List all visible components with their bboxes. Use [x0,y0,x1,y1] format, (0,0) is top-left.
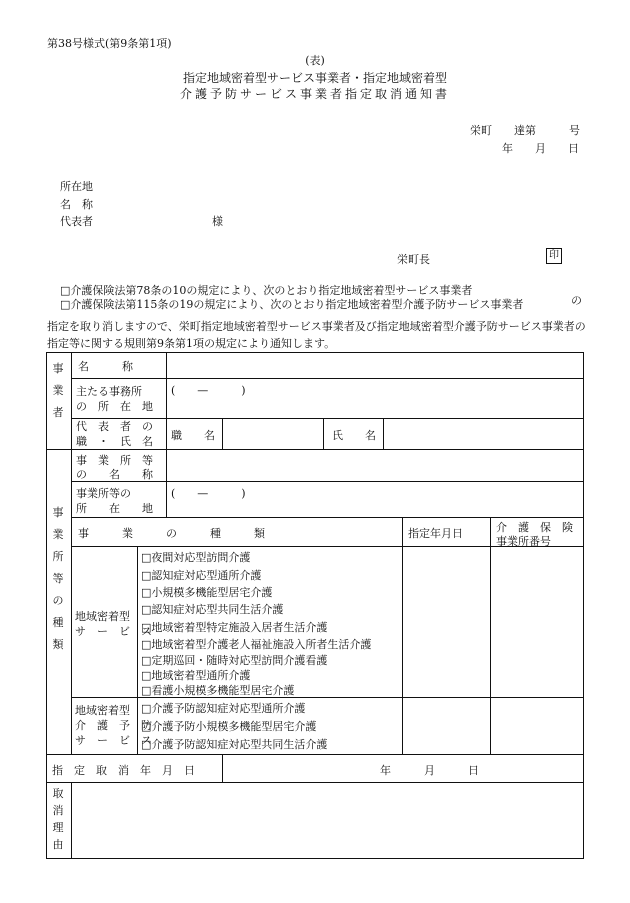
person-name-label: 氏 名 [332,429,376,442]
notice-check-1[interactable]: □介護保険法第78条の10の規定により、次のとおり指定地域密着型サービス事業者 [60,284,473,297]
col-service-type: 事 業 の 種 類 [78,527,265,540]
reason-label: 取消理由 [52,787,64,851]
office-address-phone[interactable]: ( — ) [171,384,246,397]
group1-service-1[interactable]: □夜間対応型訪問介護 [141,551,251,564]
group1-service-7[interactable]: □定期巡回・随時対応型訪問介護看護 [141,654,328,667]
group2-service-3[interactable]: □介護予防認知症対応型共同生活介護 [141,738,328,751]
rep-label-1: 代 表 者 の [76,420,153,433]
group2-service-1[interactable]: □介護予防認知症対応型通所介護 [141,702,306,715]
name-label: 名 称 [60,197,93,211]
group1-service-5[interactable]: □地域密着型特定施設入居者生活介護 [141,621,328,634]
office-loc-phone[interactable]: ( — ) [171,487,246,500]
recipient-block [60,178,93,231]
office-address-label-2: の 所 在 地 [76,400,153,413]
address-label: 所在地 [60,180,93,193]
group2-service-2[interactable]: □介護予防小規模多機能型居宅介護 [141,720,317,733]
office-section-label: 事業所等の種類 [52,506,64,651]
office-name-label-1: 事 業 所 等 [76,454,153,467]
col-insurance-no-1: 介 護 保 険 [496,521,573,534]
group1-service-8[interactable]: □地域密着型通所介護 [141,669,251,682]
notice-check-2[interactable]: □介護保険法第115条の19の規定により、次のとおり指定地域密着型介護予防サービス事業者 [60,298,524,311]
mayor-label: 栄町長 [397,253,430,266]
col-designation-date: 指定年月日 [408,527,463,540]
notice-checks [60,284,523,312]
cancel-date-value[interactable]: 年 月 日 [380,764,479,777]
title-line-2: 介護予防サービス事業者指定取消通知書 [179,87,450,101]
office-loc-label-1: 事業所等の [76,487,131,500]
group1-label-1: 地域密着型 [75,610,130,623]
group1-service-6[interactable]: □地域密着型介護老人福祉施設入所者生活介護 [141,638,372,651]
jigyosha-label: 事業者 [52,362,64,419]
notice-no: の [571,294,582,307]
group1-service-9[interactable]: □看護小規模多機能型居宅介護 [141,684,295,697]
col-insurance-no-2: 事業所番号 [496,535,551,548]
form-number: 第38号様式(第9条第1項) [47,37,172,50]
position-label: 職 名 [171,429,215,442]
seal-mark: 印 [546,248,562,264]
sama-label: 様 [212,215,223,228]
group1-service-3[interactable]: □小規模多機能型居宅介護 [141,586,273,599]
group2-label-2: 介 護 予 防 [75,719,152,732]
reason-field[interactable] [73,784,582,856]
issue-date: 年 月 日 [502,142,579,155]
front-label: (表) [305,54,325,67]
rep-label-2: 職 ・ 氏 名 [76,435,153,448]
title-line-1: 指定地域密着型サービス事業者・指定地域密着型 [182,71,447,85]
cancel-date-label: 指 定 取 消 年 月 日 [52,764,195,777]
group1-service-4[interactable]: □認知症対応型共同生活介護 [141,603,284,616]
group1-label-2: サ ー ビ ス [75,625,152,638]
office-address-label-1: 主たる事務所 [76,385,142,398]
group2-label-1: 地域密着型 [75,704,130,717]
issuer-number: 栄町 達第 号 [470,124,580,137]
name-header: 名 称 [78,360,133,373]
rep-label: 代表者 [60,215,93,228]
group1-service-2[interactable]: □認知症対応型通所介護 [141,569,262,582]
office-loc-label-2: 所 在 地 [76,502,153,515]
group2-label-3: サ ー ビ ス [75,734,152,747]
notice-body: 指定を取り消しますので、栄町指定地域密着型サービス事業者及び指定地域密着型介護予防サービス事業者の指定等に関する規則第9条第1項の規定により通知します。 [47,320,586,350]
office-name-label-2: の 名 称 [76,468,153,481]
